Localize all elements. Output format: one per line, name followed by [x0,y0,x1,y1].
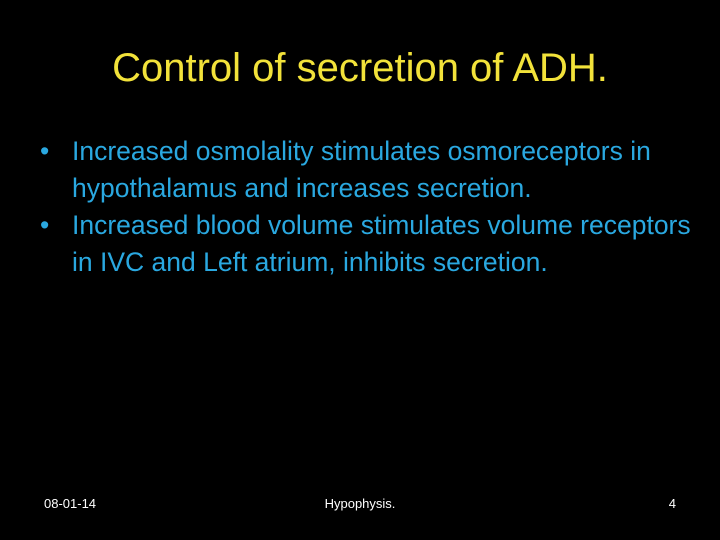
bullet-marker: • [40,210,50,240]
bullet-item-osmolality [40,133,700,207]
footer-date: 08-01-14 [44,496,97,511]
bullet-text: Increased blood volume stimulates volume receptors in IVC and Left atrium, inhibits secretion. [72,210,691,277]
bullet-marker: • [40,136,50,166]
bullet-list [40,133,700,281]
slide-title: Control of secretion of ADH. [112,46,608,90]
bullet-item-blood-volume [40,207,700,281]
slide-number: 4 [668,496,676,511]
footer-title: Hypophysis. [324,496,396,511]
bullet-text: Increased osmolality stimulates osmoreceptors in hypothalamus and increases secretion. [72,136,651,203]
